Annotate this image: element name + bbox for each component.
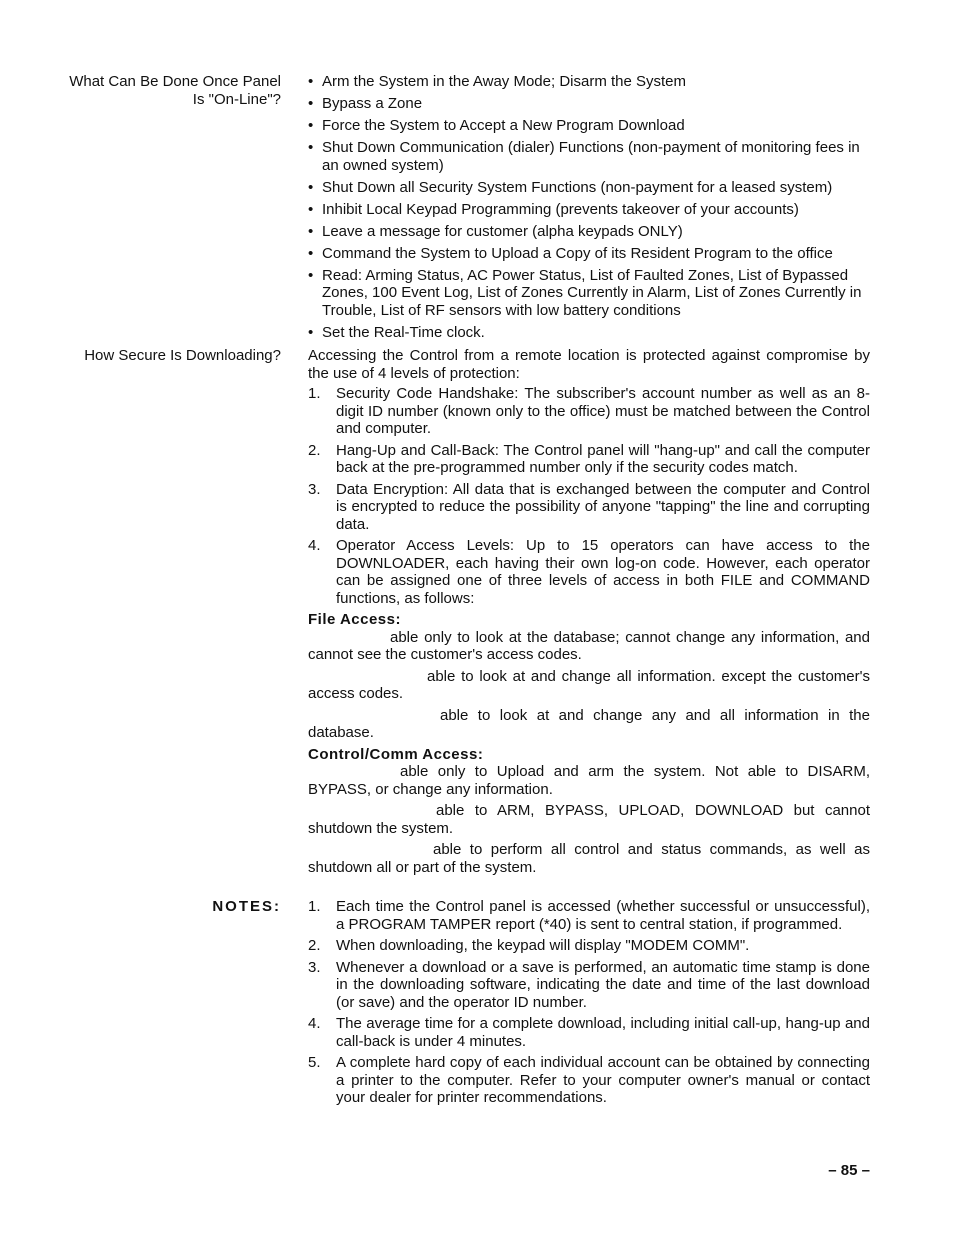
bullet: • <box>308 266 314 284</box>
bullet: • <box>308 73 314 90</box>
online-actions-list <box>308 73 870 346</box>
file-access-level: able to look at and change all information. except the customer's access codes. <box>308 667 870 702</box>
list-item: 4. Operator Access Levels: Up to 15 operators can have access to the DOWNLOADER, each having their own log-on code. However, each operator can be assigned one of three levels of access in both FILE and COMMAND functions, as follows: <box>308 537 870 607</box>
bullet: • <box>308 200 314 218</box>
list-item: 5. A complete hard copy of each individual account can be obtained by connecting a printer to the computer. Refer to your computer owner's manual or contact your dealer for printer recommendations. <box>308 1054 870 1106</box>
control-comm-access-heading: Control/Comm Access: <box>308 745 484 763</box>
comm-access-level: able to ARM, BYPASS, UPLOAD, DOWNLOAD but cannot shutdown the system. <box>308 802 870 837</box>
list-item: • Shut Down all Security System Functions (non-payment for a leased system) <box>308 178 833 196</box>
list-item: • Inhibit Local Keypad Programming (prevents takeover of your accounts) <box>308 200 799 218</box>
notes-list <box>308 898 870 1111</box>
list-item: • Arm the System in the Away Mode; Disarm the System <box>308 73 687 90</box>
comm-access-level: able only to Upload and arm the system. Not able to DISARM, BYPASS, or change any information. <box>308 763 870 798</box>
file-access-heading: File Access: <box>308 611 401 628</box>
list-item: 2. When downloading, the keypad will display "MODEM COMM". <box>308 937 750 954</box>
list-item: • Leave a message for customer (alpha keypads ONLY) <box>308 222 683 240</box>
file-access-level: able to look at and change any and all information in the database. <box>308 706 870 741</box>
list-item: • Shut Down Communication (dialer) Functions (non-payment of monitoring fees in an owned system) <box>308 139 860 174</box>
list-item: • Command the System to Upload a Copy of its Resident Program to the office <box>308 244 833 262</box>
notes-label: NOTES: <box>212 898 281 915</box>
bullet: • <box>308 244 314 262</box>
list-item: • Force the System to Accept a New Program Download <box>308 117 685 134</box>
bullet: • <box>308 323 314 341</box>
list-item: 4. The average time for a complete download, including initial call-up, hang-up and call-back is under 4 minutes. <box>308 1015 870 1050</box>
page-number: – 85 – <box>828 1162 870 1179</box>
list-item: • Bypass a Zone <box>308 95 423 112</box>
comm-access-level: able to perform all control and status commands, as well as shutdown all or part of the system. <box>308 841 870 876</box>
section-label-security: How Secure Is Downloading? <box>84 347 281 364</box>
bullet: • <box>308 222 314 240</box>
list-item: 2. Hang-Up and Call-Back: The Control panel will "hang-up" and call the computer back at the pre-programmed number only if the security codes match. <box>308 441 870 476</box>
bullet: • <box>308 139 314 156</box>
file-access-level: able only to look at the database; cannot change any information, and cannot see the customer's access codes. <box>308 628 870 663</box>
bullet: • <box>308 178 314 196</box>
list-item: • Read: Arming Status, AC Power Status, List of Faulted Zones, List of Bypassed Zones, 100 Event Log, List of Zones Currently in Alarm, List of Zones Currently in Trouble, List of RF sensors with low battery conditions <box>308 266 862 319</box>
list-item: 3. Whenever a download or a save is performed, an automatic time stamp is done in the downloading software, indicating the date and time of the last download (or save) and the operator ID number. <box>308 958 870 1011</box>
bullet: • <box>308 95 314 112</box>
list-item: 3. Data Encryption: All data that is exchanged between the computer and Control is encrypted to reduce the possibility of anyone "tapping" the line and corrupting data. <box>308 480 870 533</box>
list-item: 1. Each time the Control panel is accessed (whether successful or unsuccessful), a PROGRAM TAMPER report (*40) is sent to central station, if programmed. <box>308 898 870 933</box>
list-item: • Set the Real-Time clock. <box>308 323 485 341</box>
bullet: • <box>308 117 314 134</box>
security-section <box>308 347 870 880</box>
list-item: 1. Security Code Handshake: The subscriber's account number as well as an 8-digit ID number (known only to the office) must be matched between the Control and computer. <box>308 385 870 437</box>
security-intro: Accessing the Control from a remote location is protected against compromise by the use of 4 levels of protection: <box>308 347 870 382</box>
section-label-online: What Can Be Done Once Panel Is "On-Line"? <box>69 73 281 108</box>
